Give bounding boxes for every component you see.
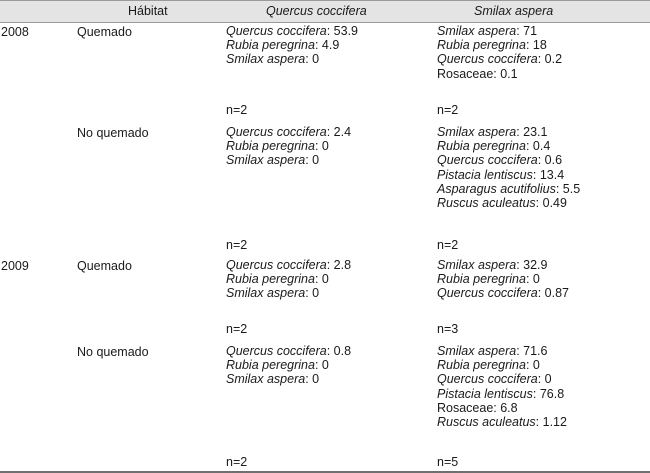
habitat-cell: Quemado — [77, 25, 132, 39]
top-rule — [0, 0, 650, 1]
species-name: Rubia peregrina — [226, 139, 315, 154]
species-name: Rubia peregrina — [437, 272, 526, 287]
smilax-aspera-cell — [437, 258, 569, 301]
species-name: Quercus coccifera — [226, 125, 327, 139]
sample-size-smilax: n=3 — [437, 322, 459, 336]
species-value: Rosaceae: 6.8 — [437, 400, 518, 415]
species-name: Quercus coccifera — [437, 153, 538, 168]
species-entry — [437, 67, 562, 81]
header-habitat: Hábitat — [128, 4, 168, 18]
species-value: : 4.9 — [314, 38, 340, 53]
species-entry — [437, 372, 567, 386]
year-cell: 2009 — [1, 259, 29, 273]
species-entry — [226, 24, 358, 38]
species-value: : 0 — [305, 286, 320, 301]
species-name: Pistacia lentiscus — [437, 167, 533, 182]
species-name: Rubia peregrina — [437, 38, 526, 53]
species-value: : 0.8 — [326, 344, 352, 358]
sample-size-smilax: n=5 — [437, 455, 459, 469]
species-name: Quercus coccifera — [226, 258, 327, 272]
species-entry — [437, 182, 580, 196]
species-entry — [226, 344, 351, 358]
quercus-coccifera-cell — [226, 258, 351, 301]
species-value: : 0 — [314, 272, 329, 287]
species-name: Smilax aspera — [226, 52, 306, 67]
species-entry — [437, 401, 567, 415]
species-value: : 0 — [525, 272, 540, 287]
species-value: : 0 — [525, 358, 540, 373]
species-value: : 0.4 — [525, 139, 551, 154]
quercus-coccifera-cell — [226, 24, 358, 67]
species-entry — [437, 153, 580, 167]
species-entry — [226, 372, 351, 386]
species-value: : 32.9 — [516, 258, 548, 272]
species-value: : 0 — [314, 358, 329, 373]
species-entry — [226, 139, 351, 153]
species-entry — [437, 168, 580, 182]
species-value: Rosaceae: 0.1 — [437, 66, 518, 81]
habitat-cell: No quemado — [77, 345, 149, 359]
species-value: : 0.87 — [537, 286, 570, 301]
smilax-aspera-cell — [437, 125, 580, 210]
species-entry — [437, 358, 567, 372]
species-name: Smilax aspera — [437, 125, 517, 139]
species-entry — [226, 153, 351, 167]
smilax-aspera-cell — [437, 344, 567, 429]
bottom-rule — [0, 471, 650, 473]
species-name: Rubia peregrina — [437, 358, 526, 373]
species-value: : 0 — [537, 372, 552, 387]
species-value: : 53.9 — [326, 24, 359, 38]
species-value: : 23.1 — [516, 125, 548, 139]
species-entry — [437, 387, 567, 401]
species-entry — [437, 258, 569, 272]
species-entry — [226, 125, 351, 139]
species-name: Quercus coccifera — [437, 372, 538, 387]
sample-size-quercus: n=2 — [226, 103, 248, 117]
species-entry — [437, 286, 569, 300]
species-value: : 2.8 — [326, 258, 352, 272]
species-entry — [226, 272, 351, 286]
header-quercus-coccifera: Quercus coccifera — [266, 4, 367, 18]
species-value: : 0 — [305, 372, 320, 387]
sample-size-quercus: n=2 — [226, 322, 248, 336]
species-value: : 18 — [525, 38, 547, 53]
year-cell: 2008 — [1, 25, 29, 39]
header-rule — [0, 22, 650, 23]
species-value: : 0.49 — [535, 196, 567, 211]
habitat-cell: Quemado — [77, 259, 132, 273]
species-entry — [437, 24, 562, 38]
species-name: Smilax aspera — [226, 372, 306, 387]
species-name: Asparagus acutifolius — [437, 181, 556, 196]
species-name: Ruscus aculeatus — [437, 415, 536, 430]
header-smilax-aspera: Smilax aspera — [474, 4, 554, 18]
species-value: : 0 — [314, 139, 329, 154]
habitat-cell: No quemado — [77, 126, 149, 140]
species-name: Rubia peregrina — [226, 358, 315, 373]
species-value: : 76.8 — [532, 386, 565, 401]
species-value: : 71 — [516, 24, 538, 38]
species-name: Rubia peregrina — [437, 139, 526, 154]
sample-size-quercus: n=2 — [226, 455, 248, 469]
species-value: : 0.2 — [537, 52, 563, 67]
species-entry — [437, 125, 580, 139]
species-name: Smilax aspera — [437, 258, 517, 272]
species-entry — [226, 286, 351, 300]
species-entry — [226, 358, 351, 372]
species-value: : 0 — [305, 52, 320, 67]
species-name: Smilax aspera — [437, 24, 517, 38]
species-entry — [226, 38, 358, 52]
species-name: Quercus coccifera — [226, 24, 327, 38]
species-name: Smilax aspera — [226, 286, 306, 301]
species-entry — [437, 38, 562, 52]
quercus-coccifera-cell — [226, 125, 351, 168]
species-name: Quercus coccifera — [437, 286, 538, 301]
species-entry — [437, 272, 569, 286]
species-value: : 5.5 — [555, 181, 581, 196]
species-entry — [437, 344, 567, 358]
smilax-aspera-cell — [437, 24, 562, 81]
species-value: : 0.6 — [537, 153, 563, 168]
species-value: : 2.4 — [326, 125, 352, 139]
species-entry — [437, 415, 567, 429]
species-name: Quercus coccifera — [226, 344, 327, 358]
species-name: Quercus coccifera — [437, 52, 538, 67]
species-value: : 1.12 — [535, 415, 567, 430]
species-entry — [226, 52, 358, 66]
species-name: Rubia peregrina — [226, 272, 315, 287]
sample-size-smilax: n=2 — [437, 103, 459, 117]
species-name: Pistacia lentiscus — [437, 386, 533, 401]
sample-size-quercus: n=2 — [226, 238, 248, 252]
quercus-coccifera-cell — [226, 344, 351, 387]
species-entry — [437, 52, 562, 66]
species-entry — [437, 196, 580, 210]
species-name: Smilax aspera — [226, 153, 306, 168]
species-value: : 13.4 — [532, 167, 565, 182]
sample-size-smilax: n=2 — [437, 238, 459, 252]
species-entry — [437, 139, 580, 153]
species-name: Smilax aspera — [437, 344, 517, 358]
species-value: : 0 — [305, 153, 320, 168]
species-name: Rubia peregrina — [226, 38, 315, 53]
species-entry — [226, 258, 351, 272]
species-name: Ruscus aculeatus — [437, 196, 536, 211]
species-value: : 71.6 — [516, 344, 548, 358]
